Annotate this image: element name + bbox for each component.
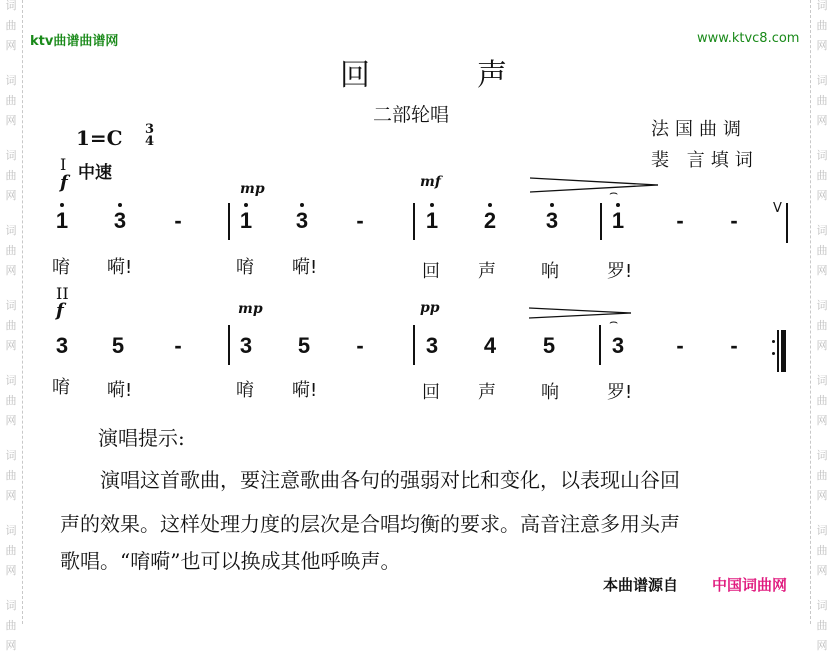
left-watermark-strip — [0, 0, 23, 652]
note-dash: - — [174, 208, 182, 233]
bar-line — [413, 325, 415, 365]
watermark-text: 词 曲 网 — [816, 149, 828, 202]
note: 3 — [425, 333, 439, 358]
watermark-text: 词 曲 网 — [816, 524, 828, 577]
hint-line: 声的效果。这样处理力度的层次是合唱均衡的要求。高音注意多用头声 — [60, 512, 680, 536]
watermark-text: 词 曲 网 — [5, 299, 17, 352]
note: 2 — [478, 208, 502, 234]
watermark-text: 词 曲 网 — [5, 374, 17, 427]
lyric: 唷 — [52, 257, 70, 278]
note: 4 — [483, 333, 497, 358]
dynamic-mark: mp — [238, 301, 263, 317]
note: 1 — [234, 208, 258, 234]
bar-line — [600, 203, 602, 240]
decrescendo-hairpin — [530, 176, 660, 194]
watermark-text: 词 曲 网 — [816, 0, 828, 52]
watermark-text: 词 曲 网 — [816, 74, 828, 127]
bar-line — [599, 325, 601, 365]
note: 3 — [239, 333, 253, 358]
bar-line — [413, 203, 415, 240]
hint-line: 歌唱。“唷嗬”也可以换成其他呼唤声。 — [60, 549, 401, 573]
lyric: 响 — [541, 261, 559, 282]
note: 5 — [542, 333, 556, 358]
lyric: 声 — [478, 261, 496, 282]
bar-line — [228, 325, 230, 365]
lyric: 唷 — [236, 257, 254, 278]
time-sig-top: 3 — [145, 122, 155, 137]
note-with-fermata: ⌢ 1 — [609, 184, 625, 233]
note-with-fermata: ⌢ 3 — [609, 313, 625, 358]
watermark-text: 词 曲 网 — [5, 74, 17, 127]
note: 3 — [55, 333, 69, 358]
note: 3 — [108, 208, 132, 234]
watermark-text: 词 曲 网 — [816, 599, 828, 652]
dynamic-mark: f — [60, 172, 68, 193]
note-dash: - — [356, 208, 364, 233]
note: 1 — [50, 208, 74, 234]
note-dash: - — [356, 333, 364, 358]
source-label: 本曲谱源自 — [603, 576, 679, 594]
lyric: 唷 — [52, 377, 70, 398]
hint-line: 演唱这首歌曲，要注意歌曲各句的强弱对比和变化，以表现山谷回 — [60, 468, 680, 492]
time-signature — [145, 124, 154, 148]
dynamic-mark: mf — [420, 174, 441, 190]
bar-line — [228, 203, 230, 240]
song-subtitle: 二部轮唱 — [373, 104, 450, 126]
dynamic-mark: f — [56, 300, 64, 321]
lyric: 声 — [478, 382, 496, 403]
lyric: 唷 — [236, 380, 254, 401]
note-dash: - — [730, 208, 738, 233]
site-url-right[interactable]: www.ktvc8.com — [697, 31, 800, 46]
note: 3 — [290, 208, 314, 234]
note: 5 — [297, 333, 311, 358]
lyric: 嗬! — [292, 257, 318, 278]
note-dash: - — [730, 333, 738, 358]
song-title-char-1: 回 — [340, 58, 370, 93]
lyric: 回 — [422, 261, 440, 282]
note: 1 — [420, 208, 444, 234]
watermark-text: 词 曲 网 — [5, 224, 17, 277]
song-title-char-2: 声 — [477, 58, 507, 93]
watermark-text: 词 曲 网 — [5, 524, 17, 577]
watermark-text: 词 曲 网 — [816, 374, 828, 427]
lyric: 罗! — [607, 261, 633, 282]
note: 5 — [111, 333, 125, 358]
note: 3 — [540, 208, 564, 234]
lyric: 嗬! — [292, 380, 318, 401]
lyric: 响 — [541, 382, 559, 403]
lyricist-credit: 裴 言填词 — [651, 150, 759, 171]
watermark-text: 词 曲 网 — [5, 149, 17, 202]
watermark-text: 词 曲 网 — [816, 224, 828, 277]
watermark-text: 词 曲 网 — [816, 299, 828, 352]
tempo-marking: 中速 — [78, 163, 112, 183]
lyric: 罗! — [607, 382, 633, 403]
breath-mark: V — [773, 201, 782, 216]
note-dash: - — [676, 333, 684, 358]
lyric: 嗬! — [107, 380, 133, 401]
hints-heading: 演唱提示: — [98, 426, 185, 450]
dynamic-mark: mp — [240, 181, 265, 197]
watermark-text: 词 曲 网 — [5, 599, 17, 652]
note-dash: - — [174, 333, 182, 358]
watermark-text: 词 曲 网 — [5, 449, 17, 502]
key-signature: 1=C — [76, 126, 123, 150]
watermark-text: 词 曲 网 — [5, 0, 17, 52]
part-label-2: II — [56, 284, 69, 303]
site-name-left[interactable]: ktv曲谱曲谱网 — [30, 34, 119, 49]
source-site-link[interactable]: 中国词曲网 — [712, 576, 788, 594]
bar-line — [786, 203, 788, 243]
watermark-text: 词 曲 网 — [816, 449, 828, 502]
dynamic-mark: pp — [420, 300, 440, 316]
part-label-1: I — [60, 155, 67, 174]
time-sig-bottom: 4 — [145, 134, 155, 149]
lyric: 回 — [422, 382, 440, 403]
note-dash: - — [676, 208, 684, 233]
right-watermark-strip — [810, 0, 833, 652]
lyric: 嗬! — [107, 257, 133, 278]
composer-credit: 法国曲调 — [651, 119, 747, 140]
